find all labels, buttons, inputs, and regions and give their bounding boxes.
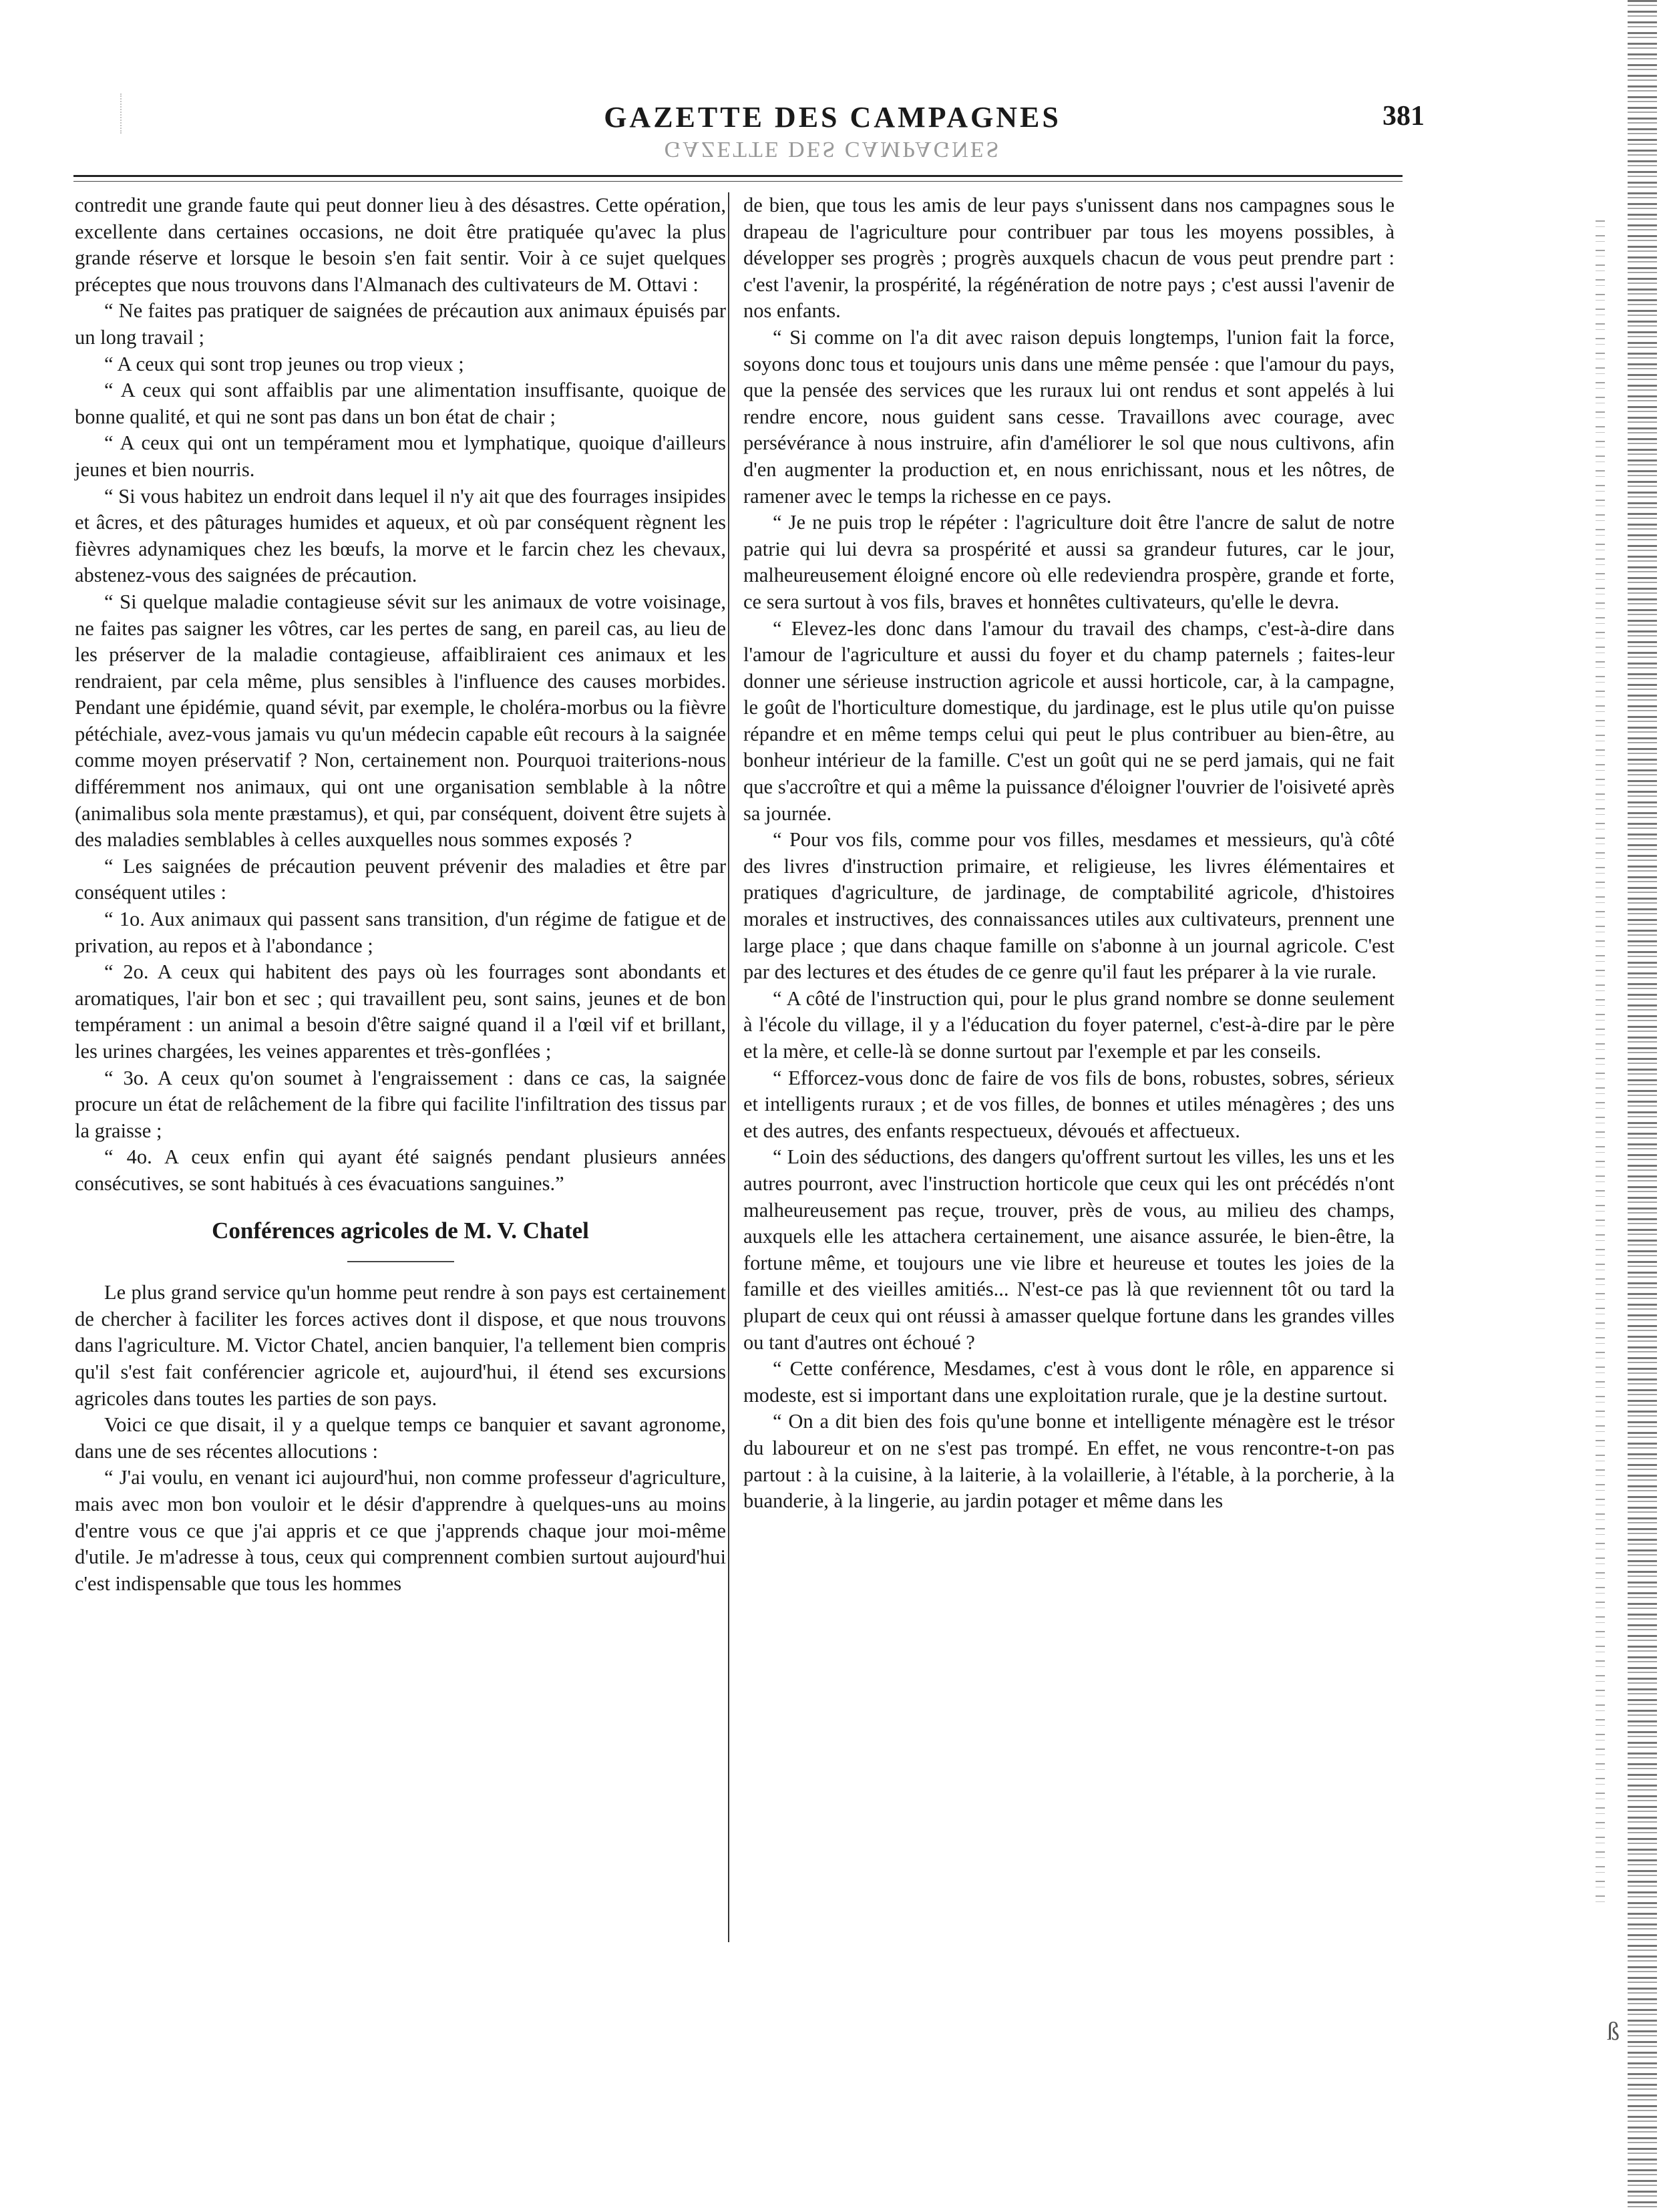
paragraph: “ A ceux qui sont affaiblis par une alimentation insuffisante, quoique de bonne qualité, et qui ne sont pas dans un bon état de chair ;	[75, 379, 726, 428]
paragraph: “ Ne faites pas pratiquer de saignées de précaution aux animaux épuisés par un long travail ;	[75, 299, 726, 349]
left-column	[75, 192, 726, 1597]
page-number: 381	[1382, 101, 1425, 132]
paragraph: “ 4o. A ceux enfin qui ayant été saignés pendant plusieurs années consécutives, se sont habitués à ces évacuations sanguines.”	[75, 1145, 726, 1195]
paragraph: Le plus grand service qu'un homme peut rendre à son pays est certainement de chercher à faciliter les forces actives dont il dispose, et que nous trouvons dans l'agriculture. M. Victor Chatel, ancien banquier, l'a tellement bien compris qu'il s'est fait conférencier agricole et, aujourd'hui, il étend ses excursions agricoles dans toutes les parties de son pays.	[75, 1281, 726, 1410]
paragraph: “ Loin des séductions, des dangers qu'offrent surtout les villes, les uns et les autres pourront, avec l'instruction horticole que ceux qui les ont précédés n'ont malheureusement pas reçue, trouver, près de vous, au milieu des champs, auxquels elle les attachera certainement, une aisance assurée, le bien-être, la fortune même, et toujours une vie libre et heureuse et toutes les joies de la famille et des vieilles amitiés... N'est-ce pas là que reviennent tôt ou tard la plupart de ceux qui ont réussi à amasser quelque fortune dans les grandes villes ou tant d'autres ont échoué ?	[743, 1145, 1395, 1354]
paragraph: “ Efforcez-vous donc de faire de vos fils de bons, robustes, sobres, sérieux et intelligents ruraux ; et de vos filles, de bonnes et utiles ménagères ; des uns et des autres, des enfants respectueux, dévoués et affectueux.	[743, 1066, 1395, 1142]
margin-mark: ß	[1607, 2018, 1620, 2046]
paragraph: “ Si vous habitez un endroit dans lequel il n'y ait que des fourrages insipides et âcres, et des pâturages humides et aqueux, et où par conséquent règnent les fièvres adynamiques chez les bœufs, la morve et le farcin chez les chevaux, abstenez-vous des saignées de précaution.	[75, 484, 726, 587]
paragraph: de bien, que tous les amis de leur pays s'unissent dans nos campagnes sous le drapeau de l'agriculture pour contribuer par tous les moyens possibles, à développer ses progrès ; progrès auxquels chacun de vous peut prendre part : c'est l'avenir, la prospérité, la régénération de notre pays ; c'est aussi l'avenir de nos enfants.	[743, 194, 1395, 323]
right-column	[743, 192, 1395, 1515]
paragraph: “ On a dit bien des fois qu'une bonne et intelligente ménagère est le trésor du laboureur et on ne s'est pas trompé. En effet, ne vous rencontre-t-on pas partout : à la cuisine, à la laiterie, à la volaillerie, à l'étable, à la porcherie, à la buanderie, à la lingerie, au jardin potager et même dans les	[743, 1410, 1395, 1513]
column-divider	[728, 192, 729, 1942]
scan-edge-artifact	[1596, 220, 1605, 1903]
bleed-through-title: GAZETTE DES CAMPAGNES	[664, 137, 1001, 162]
header-rule	[73, 175, 1403, 182]
scan-edge-artifact	[1628, 0, 1657, 2212]
paragraph: “ A côté de l'instruction qui, pour le plus grand nombre se donne seulement à l'école du village, il y a l'éducation du foyer paternel, c'est-à-dire par le père et la mère, et celle-là se donne surtout par l'exemple et par les conseils.	[743, 986, 1395, 1063]
paragraph: “ A ceux qui sont trop jeunes ou trop vieux ;	[104, 352, 464, 375]
paragraph: “ Si quelque maladie contagieuse sévit sur les animaux de votre voisinage, ne faites pas saigner les vôtres, car les pertes de sang, en pareil cas, au lieu de les préserver de la maladie contagieuse, affaibliraient ces animaux et les rendraient, par cela même, plus sensibles à l'influence des causes morbides. Pendant une épidémie, quand sévit, par exemple, le choléra-morbus ou la fièvre pétéchiale, avez-vous jamais vu qu'un médecin capable eût recours à la saignée comme moyen préservatif ? Non, certainement non. Pourquoi traiterions-nous différemment nos animaux, qui ont une organisation semblable à la nôtre (animalibus sola mente præstamus), et qui, par conséquent, doivent être sujets à des maladies semblables à celles auxquelles nous sommes exposés ?	[75, 590, 726, 852]
paragraph: “ Elevez-les donc dans l'amour du travail des champs, c'est-à-dire dans l'amour de l'agriculture et aussi du foyer et du champ paternels ; faites-leur donner une sérieuse instruction agricole et aussi horticole, car, à la campagne, le goût de l'horticulture domestique, du jardinage, est le plus utile qu'on puisse répandre et en même temps celui qui peut le plus contribuer au bien-être, au bonheur intérieur de la famille. C'est un goût qui ne se perd jamais, qui ne fait que s'accroître et qui a même la puissance d'éloigner l'ouvrier de l'oisiveté après sa journée.	[743, 616, 1395, 825]
paragraph: “ Pour vos fils, comme pour vos filles, mesdames et messieurs, qu'à côté des livres d'instruction primaire, et religieuse, les livres élémentaires et pratiques d'agriculture, de jardinage, de comptabilité agricole, d'histoires morales et instructives, des connaissances utiles aux cultivateurs, prennent une large place ; que dans chaque famille on s'abonne à un journal agricole. C'est par des lectures et des études de ce genre qu'il faut les préparer à la vie rurale.	[743, 828, 1395, 984]
paragraph: “ Si comme on l'a dit avec raison depuis longtemps, l'union fait la force, soyons donc tous et toujours unis dans une même pensée : que l'amour du pays, que la pensée des services que les ruraux lui ont rendus et sont appelés à lui rendre encore, nous guident sans cesse. Travaillons avec courage, avec persévérance à nous instruire, afin d'améliorer le sol que nous cultivons, afin d'en augmenter la production et, en nous enrichissant, nous et les nôtres, de ramener avec le temps la richesse en ce pays.	[743, 325, 1395, 508]
section-heading: Conférences agricoles de M. V. Chatel	[212, 1217, 589, 1244]
paragraph: contredit une grande faute qui peut donner lieu à des désastres. Cette opération, excellente dans certaines occasions, ne doit être pratiquée qu'avec la plus grande réserve et lorsque le besoin s'en fait sentir. Voir à ce sujet quelques préceptes que nous trouvons dans l'Almanach des cultivateurs de M. Ottavi :	[75, 194, 726, 296]
paragraph: “ J'ai voulu, en venant ici aujourd'hui, non comme professeur d'agriculture, mais avec mon bon vouloir et le désir d'apprendre à quelques-uns au moins d'entre vous ce que j'ai appris et ce que j'apprends chaque jour moi-même d'utile. Je m'adresse à tous, ceux qui comprennent combien surtout aujourd'hui c'est indispensable que tous les hommes	[75, 1466, 726, 1595]
paragraph: “ 1o. Aux animaux qui passent sans transition, d'un régime de fatigue et de privation, au repos et à l'abondance ;	[75, 908, 726, 957]
paragraph: “ Je ne puis trop le répéter : l'agriculture doit être l'ancre de salut de notre patrie qui lui devra sa prospérité et aussi sa grandeur futures, car le jour, malheureusement éloigné encore où elle redeviendra prospère, grande et forte, ce sera surtout à vos fils, braves et honnêtes cultivateurs, qu'elle le devra.	[743, 511, 1395, 613]
paragraph: “ A ceux qui ont un tempérament mou et lymphatique, quoique d'ailleurs jeunes et bien nourris.	[75, 431, 726, 481]
paragraph: “ Les saignées de précaution peuvent prévenir des maladies et être par conséquent utiles :	[75, 854, 726, 904]
paragraph: “ 3o. A ceux qu'on soumet à l'engraissement : dans ce cas, la saignée procure un état de relâchement de la fibre qui facilite l'infiltration des tissus par la graisse ;	[75, 1066, 726, 1142]
paragraph: “ Cette conférence, Mesdames, c'est à vous dont le rôle, en apparence si modeste, est si important dans une exploitation rurale, que je la destine surtout.	[743, 1357, 1395, 1407]
page-header-title: GAZETTE DES CAMPAGNES	[604, 101, 1061, 134]
paragraph: “ 2o. A ceux qui habitent des pays où les fourrages sont abondants et aromatiques, l'air bon et sec ; qui travaillent peu, sont sains, jeunes et de bon tempérament : un animal a besoin d'être saigné quand il a l'œil vif et brillant, les urines chargées, les veines apparentes et très-gonflées ;	[75, 960, 726, 1063]
section-divider	[347, 1261, 454, 1262]
paragraph: Voici ce que disait, il y a quelque temps ce banquier et savant agronome, dans une de ses récentes allocutions :	[75, 1413, 726, 1463]
